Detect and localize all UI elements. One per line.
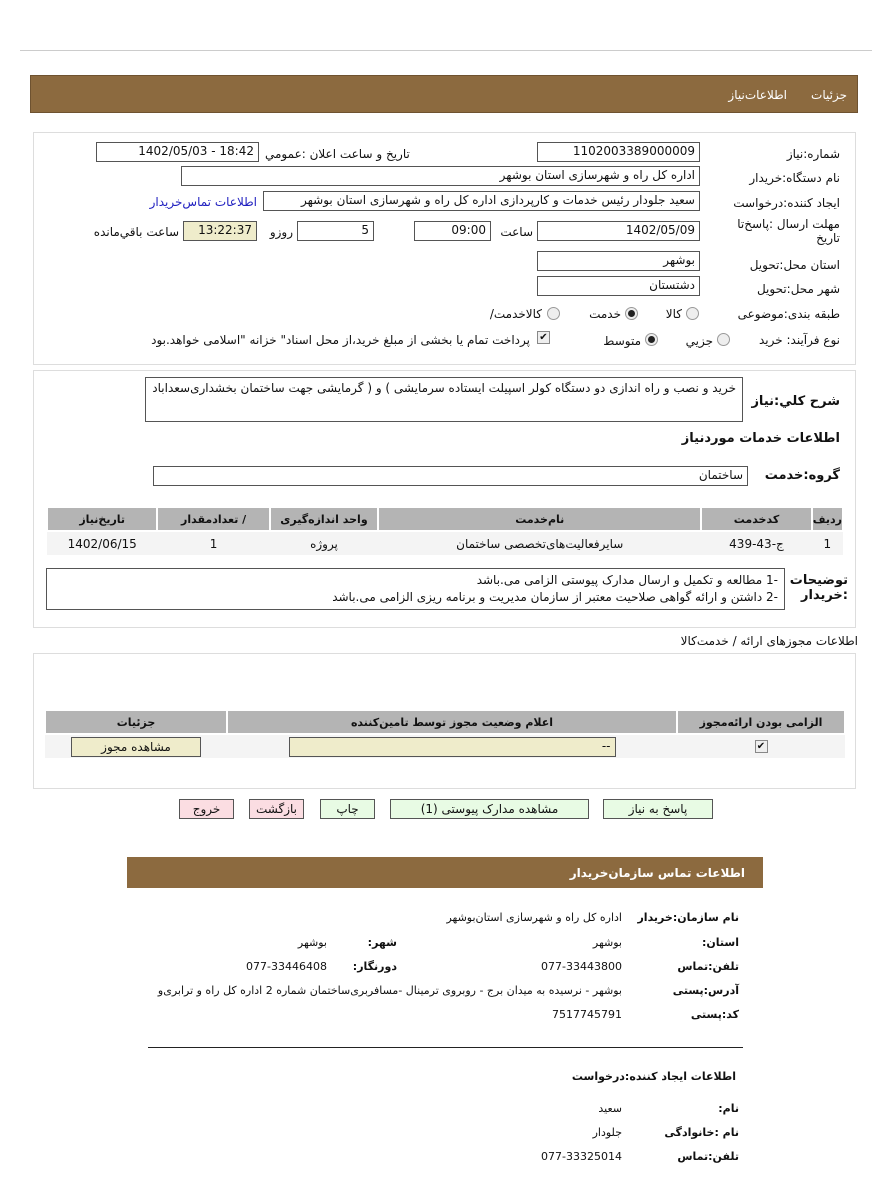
days-label: روزو bbox=[269, 225, 293, 239]
col-header: الزامی بودن ارائه‌مجوز bbox=[677, 710, 845, 734]
col-header: اعلام وضعیت مجوز توسط تامین‌کننده bbox=[227, 710, 677, 734]
remaining-time-field: 13:22:37 bbox=[183, 221, 257, 241]
table-row bbox=[47, 531, 843, 555]
services-table bbox=[46, 506, 844, 555]
announce-field: 1402/05/03 - 18:42 bbox=[96, 142, 259, 162]
cell: پروژه bbox=[270, 531, 378, 555]
goods-label: کالا bbox=[665, 307, 682, 321]
back-button[interactable]: بازگشت bbox=[249, 799, 304, 819]
exit-button[interactable]: خروج bbox=[179, 799, 234, 819]
buyer-label: نام دستگاه:خريدار bbox=[749, 171, 840, 185]
creator-label: ايجاد كننده:درخواست bbox=[733, 196, 840, 210]
tab-need-info[interactable]: اطلاعات‌نیاز bbox=[728, 88, 787, 102]
tab-details[interactable]: جزئیات bbox=[811, 88, 847, 102]
license-table bbox=[44, 709, 846, 758]
medium-label: متوسط bbox=[603, 334, 641, 348]
city-label: :شهر bbox=[367, 936, 397, 949]
province-label: :استان bbox=[701, 936, 739, 949]
license-status-field: -- bbox=[289, 737, 616, 757]
days-field: 5 bbox=[297, 221, 374, 241]
page-header-bar bbox=[30, 75, 858, 113]
phone-label: تلفن:تماس bbox=[677, 960, 739, 973]
col-header: / تعدادمقدار bbox=[157, 507, 269, 531]
contact-title: اطلاعات تماس سازمان‌خریدار bbox=[569, 866, 745, 880]
cell: 1402/06/15 bbox=[47, 531, 157, 555]
note-line: -1 مطالعه و تکمیل و ارسال مدارک پیوستی الزامی می.باشد bbox=[476, 573, 778, 587]
city-value: بوشهر bbox=[297, 936, 327, 949]
print-button[interactable]: چاپ bbox=[320, 799, 375, 819]
need-number-label: شماره:نیاز bbox=[786, 147, 840, 161]
contact-header-bar bbox=[127, 857, 763, 888]
deadline-time-field: 09:00 bbox=[414, 221, 491, 241]
need-number-field: 1102003389000009 bbox=[537, 142, 700, 162]
fax-label: :دورنگار bbox=[352, 960, 397, 973]
col-header: تاریخ‌نیاز bbox=[47, 507, 157, 531]
col-header: رديف bbox=[812, 507, 843, 531]
city-field: دشتستان bbox=[537, 276, 700, 296]
radio-goods-service[interactable] bbox=[547, 307, 560, 320]
description-label: شرح كلي:نياز bbox=[751, 394, 840, 409]
note-line: -2 داشتن و ارائه گواهی صلاحیت معتبر از سازمان مدیریت و برنامه ریزی الزامی می.باشد bbox=[332, 590, 778, 604]
creator-phone-value: 077-33325014 bbox=[541, 1150, 622, 1163]
family-value: جلودار bbox=[592, 1126, 622, 1139]
radio-partial[interactable] bbox=[717, 333, 730, 346]
radio-service[interactable] bbox=[625, 307, 638, 320]
col-header: جزئیات bbox=[45, 710, 227, 734]
notes-field bbox=[46, 568, 785, 610]
city-label: شهر محل:تحويل bbox=[756, 282, 840, 296]
province-value: بوشهر bbox=[592, 936, 622, 949]
group-label: گروه:خدمت bbox=[764, 468, 840, 483]
attachments-button[interactable]: مشاهده مدارک پیوستی (1) bbox=[390, 799, 589, 819]
group-field: ساختمان bbox=[153, 466, 748, 486]
license-required-checkbox: ✔ bbox=[755, 740, 768, 753]
org-label: نام سازمان:خریدار bbox=[637, 911, 739, 924]
address-label: آدرس:پستی bbox=[672, 984, 739, 997]
col-header: نام‌خدمت bbox=[378, 507, 701, 531]
time-label: ساعت bbox=[500, 225, 533, 239]
postal-label: کد:پستی bbox=[690, 1008, 739, 1021]
creator-info-title: اطلاعات ایجاد کننده:درخواست bbox=[571, 1070, 736, 1083]
buyer-contact-link[interactable]: اطلاعات تماس‌خریدار bbox=[149, 195, 257, 209]
creator-phone-label: تلفن:تماس bbox=[677, 1150, 739, 1163]
service-label: خدمت bbox=[589, 307, 621, 321]
description-field: خرید و نصب و راه اندازی دو دستگاه کولر اسپیلت ایستاده سرمایشی ) و ( گرمایشی جهت ساختمان بخشداری‌سعداباد bbox=[145, 377, 743, 422]
cell: 1 bbox=[812, 531, 843, 555]
table-row bbox=[45, 734, 845, 758]
announce-label: تاریخ و ساعت اعلان :عمومي bbox=[265, 147, 410, 161]
deadline-date-field: 1402/05/09 bbox=[537, 221, 700, 241]
remaining-label: ساعت باقي‌مانده bbox=[93, 225, 179, 239]
col-header: واحد اندازه‌گیری bbox=[270, 507, 378, 531]
family-label: نام :خانوادگی bbox=[664, 1126, 739, 1139]
radio-medium[interactable] bbox=[645, 333, 658, 346]
cell: سایرفعالیت‌های‌تخصصی ساختمان bbox=[378, 531, 701, 555]
address-value: بوشهر - نرسیده به میدان برج - روبروی ترمینال -مسافربری‌ساختمان شماره 2 اداره کل راه و ترابری‌و bbox=[157, 984, 622, 997]
org-value: اداره کل راه و شهرسازی استان‌بوشهر bbox=[446, 911, 622, 924]
partial-label: جزيي bbox=[685, 334, 713, 348]
goods-service-label: /کالاخدمت bbox=[489, 307, 542, 321]
process-label: نوع فرآیند: خريد bbox=[759, 333, 840, 347]
category-label: طبقه بندی:موضوعی bbox=[737, 307, 840, 321]
divider bbox=[148, 1047, 743, 1048]
name-label: :نام bbox=[718, 1102, 739, 1115]
col-header: کدخدمت bbox=[701, 507, 811, 531]
deadline-label: مهلت ارسال :پاسخ‌تا تاريخ bbox=[737, 217, 840, 245]
cell: 1 bbox=[157, 531, 269, 555]
cell: ج-43-439 bbox=[701, 531, 811, 555]
province-label: استان محل:تحويل bbox=[749, 258, 840, 272]
province-field: بوشهر bbox=[537, 251, 700, 271]
phone-value: 077-33443800 bbox=[541, 960, 622, 973]
reply-button[interactable]: پاسخ به نیاز bbox=[603, 799, 713, 819]
license-title: اطلاعات مجوزهای ارائه / خدمت‌کالا bbox=[680, 634, 858, 648]
name-value: سعید bbox=[598, 1102, 622, 1115]
view-license-button[interactable]: مشاهده مجوز bbox=[71, 737, 201, 757]
divider bbox=[20, 50, 872, 51]
buyer-field: اداره کل راه و شهرسازی استان بوشهر bbox=[181, 166, 700, 186]
payment-text: پرداخت تمام یا بخشی از مبلغ خرید،از محل اسناد" خزانه "اسلامی خواهد.بود bbox=[151, 333, 530, 347]
creator-field: سعید جلودار رئیس خدمات و کارپردازی اداره کل راه و شهرسازی استان بوشهر bbox=[263, 191, 700, 211]
postal-value: 7517745791 bbox=[552, 1008, 622, 1021]
services-title: اطلاعات خدمات موردنیاز bbox=[681, 431, 840, 446]
notes-label: توضیحات :خریدار bbox=[789, 573, 848, 603]
radio-goods[interactable] bbox=[686, 307, 699, 320]
fax-value: 077-33446408 bbox=[246, 960, 327, 973]
payment-checkbox[interactable]: ✔ bbox=[537, 331, 550, 344]
